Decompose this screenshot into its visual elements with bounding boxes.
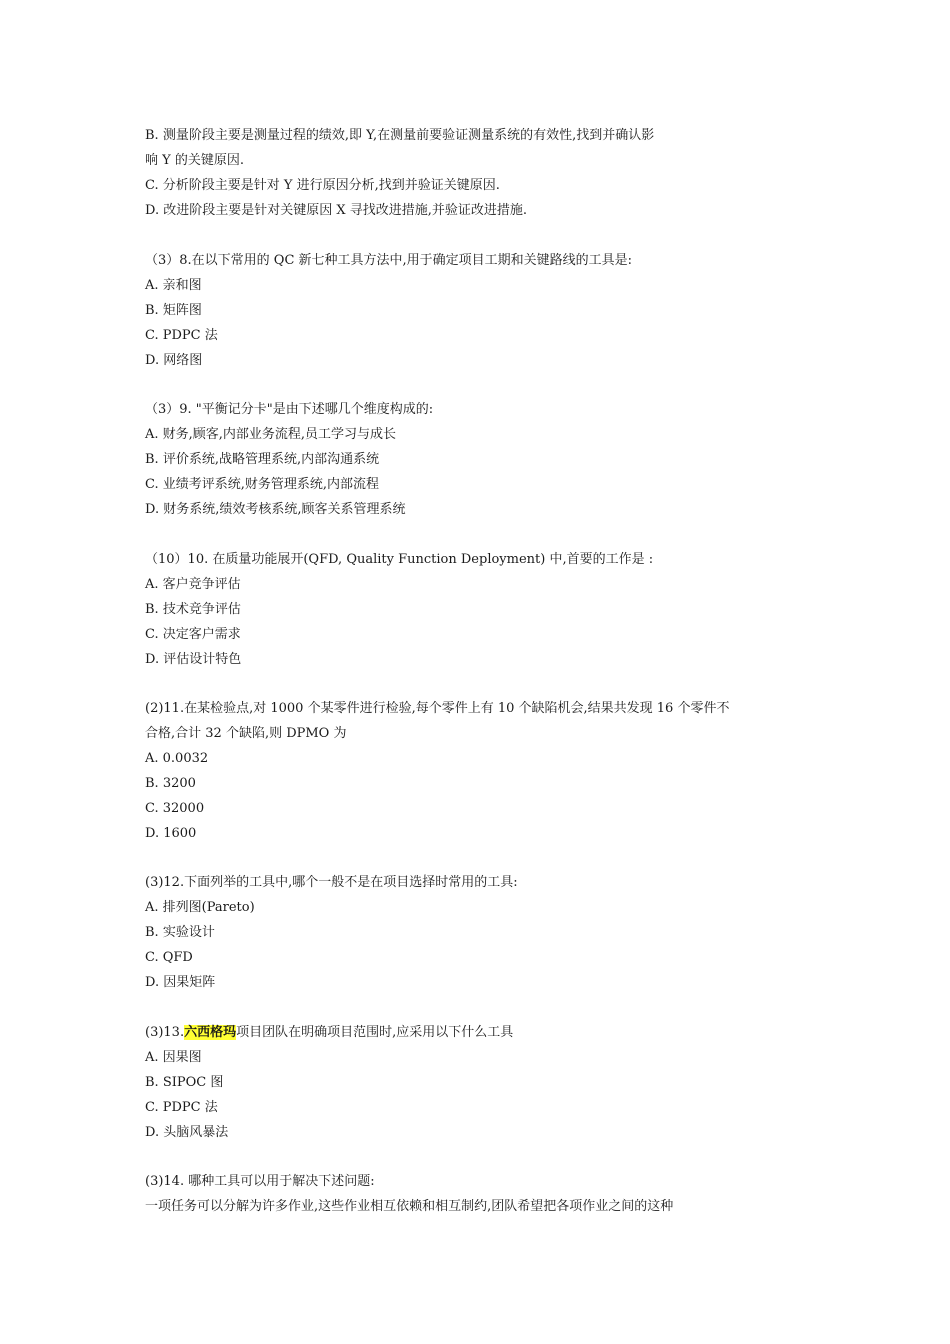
option-a: A. 亲和图 [145, 278, 202, 293]
option-d: D. 因果矩阵 [145, 975, 216, 990]
option-a: A. 客户竞争评估 [145, 577, 241, 592]
option-b: B. 3200 [145, 776, 196, 791]
question-8: （3）8.在以下常用的 QC 新七种工具方法中,用于确定项目工期和关键路线的工具是: [145, 253, 633, 268]
text-line: 一项任务可以分解为许多作业,这些作业相互依赖和相互制约,团队希望把各项作业之间的这种 [145, 1199, 674, 1214]
option-a: A. 财务,顾客,内部业务流程,员工学习与成长 [145, 427, 397, 442]
question-9: （3）9. "平衡记分卡"是由下述哪几个维度构成的: [145, 402, 434, 417]
option-a: A. 因果图 [145, 1050, 202, 1065]
option-c: C. PDPC 法 [145, 1100, 218, 1115]
option-c: C. 32000 [145, 801, 205, 816]
option-c: C. 业绩考评系统,财务管理系统,内部流程 [145, 477, 380, 492]
question-12: (3)12.下面列举的工具中,哪个一般不是在项目选择时常用的工具: [145, 875, 518, 890]
option-c: C. QFD [145, 950, 193, 965]
option-b: B. 评价系统,战略管理系统,内部沟通系统 [145, 452, 380, 467]
question-text: 项目团队在明确项目范围时,应采用以下什么工具 [236, 1025, 514, 1040]
text-line: D. 改进阶段主要是针对关键原因 X 寻找改进措施,并验证改进措施. [145, 203, 528, 218]
question-14: (3)14. 哪种工具可以用于解决下述问题: [145, 1174, 375, 1189]
question-11: (2)11.在某检验点,对 1000 个某零件进行检验,每个零件上有 10 个缺陷机会,结果共发现 16 个零件不 [145, 701, 730, 716]
option-a: A. 排列图(Pareto) [145, 900, 255, 915]
question-prefix: (3)13. [145, 1025, 185, 1040]
option-d: D. 财务系统,绩效考核系统,顾客关系管理系统 [145, 502, 406, 517]
option-c: C. PDPC 法 [145, 328, 218, 343]
text-line: 响 Y 的关键原因. [145, 153, 244, 168]
option-d: D. 头脑风暴法 [145, 1125, 229, 1140]
option-d: D. 评估设计特色 [145, 652, 242, 667]
option-b: B. 实验设计 [145, 925, 215, 940]
option-b: B. 矩阵图 [145, 303, 202, 318]
question-10: （10）10. 在质量功能展开(QFD, Quality Function Deployment) 中,首要的工作是 : [145, 552, 654, 567]
text-line: C. 分析阶段主要是针对 Y 进行原因分析,找到并验证关键原因. [145, 178, 500, 193]
option-a: A. 0.0032 [145, 751, 209, 766]
text-line: B. 测量阶段主要是测量过程的绩效,即 Y,在测量前要验证测量系统的有效性,找到并确认影 [145, 128, 655, 143]
question-13 [145, 1024, 513, 1042]
highlighted-term: 六西格玛 [184, 1025, 237, 1040]
option-b: B. 技术竞争评估 [145, 602, 241, 617]
option-c: C. 决定客户需求 [145, 627, 241, 642]
option-b: B. SIPOC 图 [145, 1075, 224, 1090]
option-d: D. 1600 [145, 826, 197, 841]
text-line: 合格,合计 32 个缺陷,则 DPMO 为 [145, 726, 347, 741]
option-d: D. 网络图 [145, 353, 203, 368]
